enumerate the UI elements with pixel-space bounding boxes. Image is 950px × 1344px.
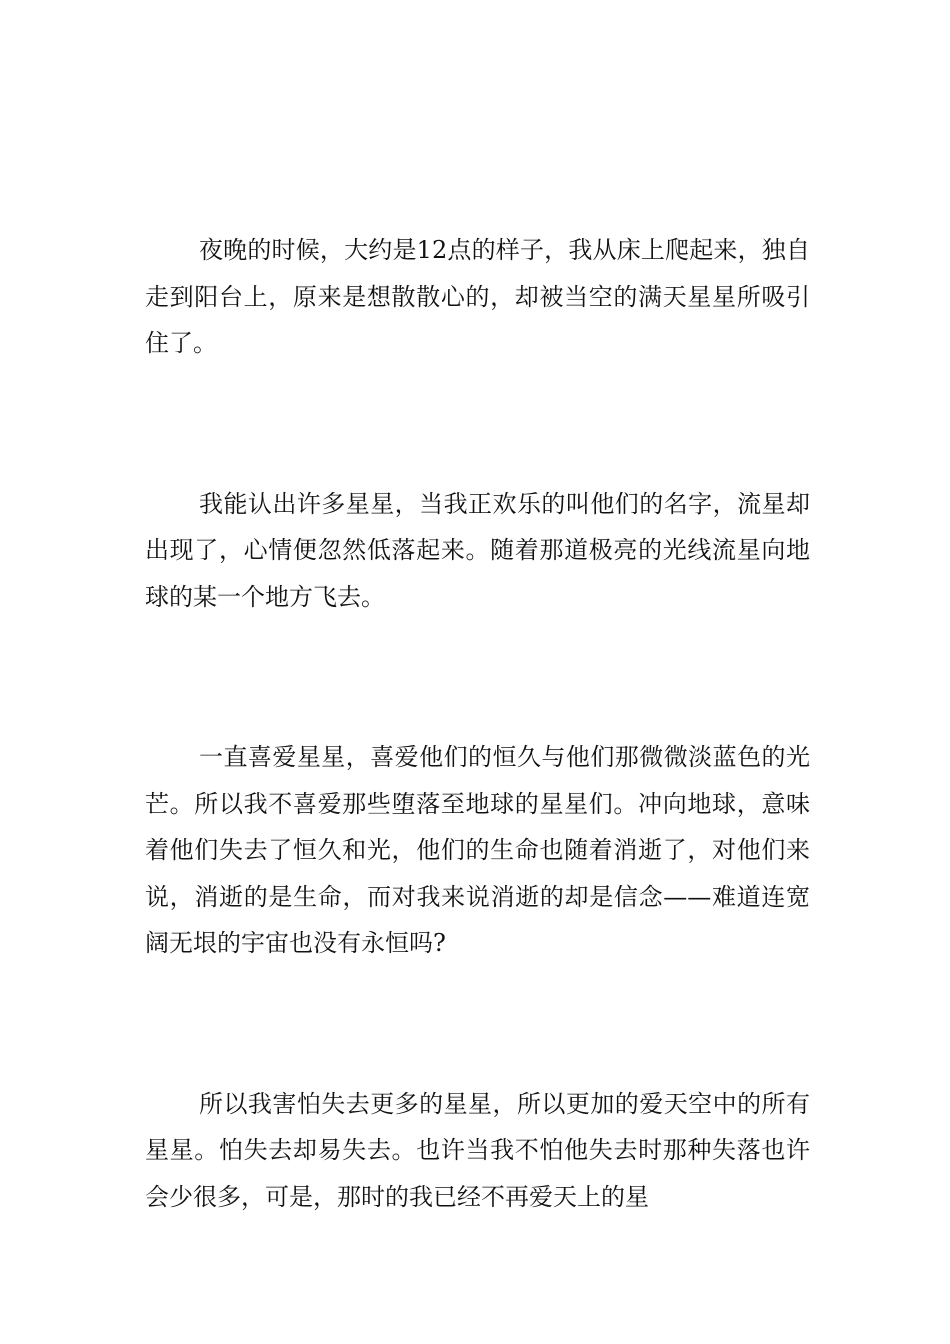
paragraph-4: 所以我害怕失去更多的星星，所以更加的爱天空中的所有星星。怕失去却易失去。也许当我不怕他失去时那种失落也许会少很多，可是，那时的我已经不再爱天上的星 (145, 1089, 810, 1211)
paragraph-1: 夜晚的时候，大约是12点的样子，我从床上爬起来，独自走到阳台上，原来是想散散心的，却被当空的满天星星所吸引住了。 (145, 236, 810, 357)
paragraph-3: 一直喜爱星星，喜爱他们的恒久与他们那微微淡蓝色的光芒。所以我不喜爱那些堕落至地球的星星们。冲向地球，意味着他们失去了恒久和光，他们的生命也随着消逝了，对他们来说，消逝的是生命，而对我来说消逝的却是信念——难道连宽阔无垠的宇宙也没有永恒吗? (145, 743, 810, 957)
paragraph-spacer (145, 367, 810, 481)
paragraph-2: 我能认出许多星星，当我正欢乐的叫他们的名字，流星却出现了，心情便忽然低落起来。随着那道极亮的光线流星向地球的某一个地方飞去。 (145, 489, 810, 611)
document-body (145, 227, 810, 1220)
paragraph-spacer (145, 967, 810, 1081)
paragraph-spacer (145, 620, 810, 734)
